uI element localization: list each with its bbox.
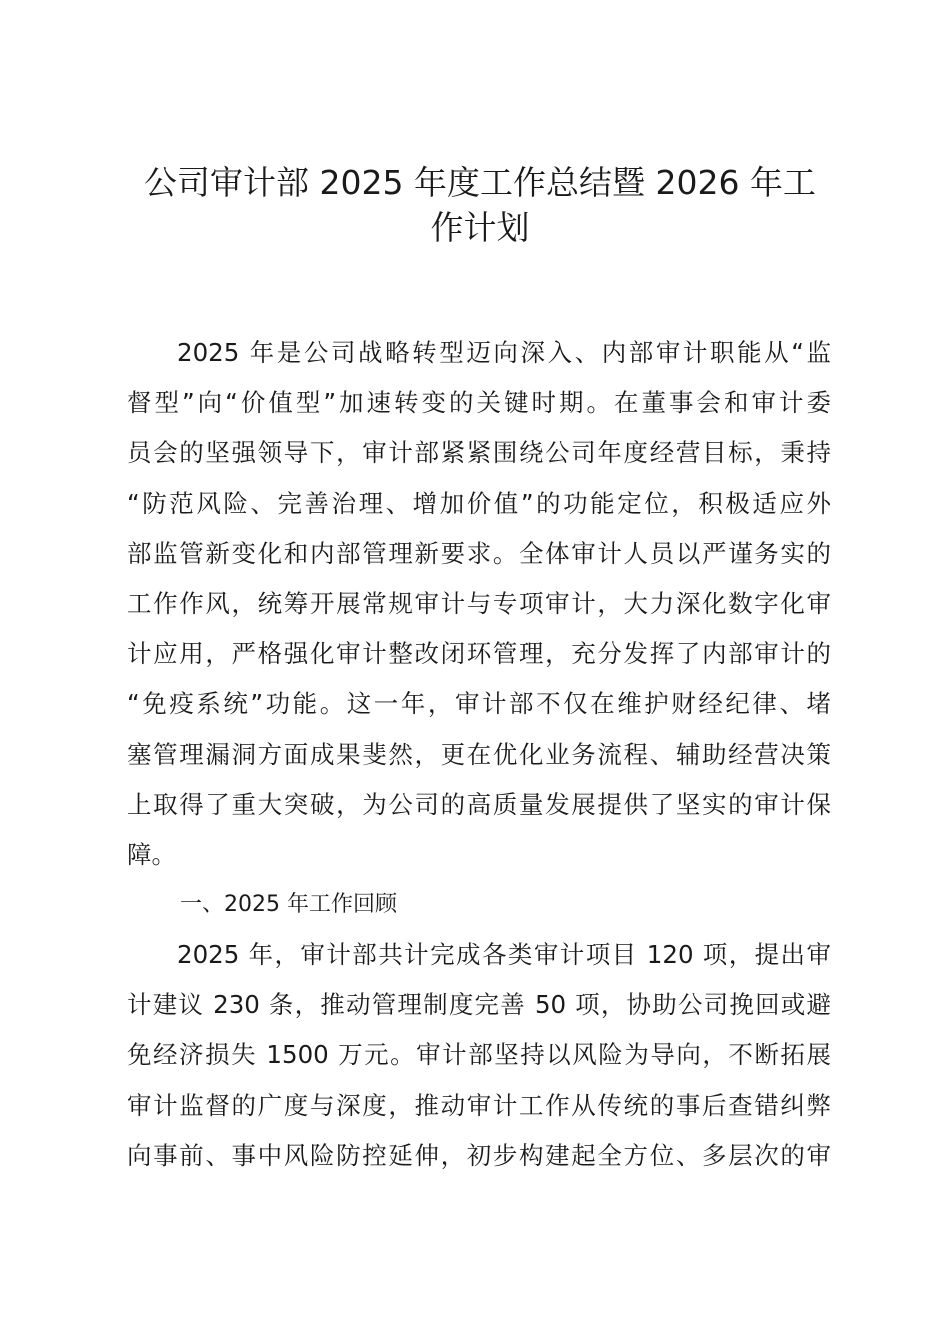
paragraph-line: 2025 年，审计部共计完成各类审计项目 120 项，提出审 <box>177 940 831 970</box>
paragraph-line: “免疫系统”功能。这一年，审计部不仅在维护财经纪律、堵 <box>127 689 831 719</box>
paragraph <box>127 328 831 880</box>
paragraph-line: 员会的坚强领导下，审计部紧紧围绕公司年度经营目标，秉持 <box>127 438 831 468</box>
title-line: 公司审计部 2025 年度工作总结暨 2026 年工 <box>144 163 816 202</box>
paragraph-line: 部监管新变化和内部管理新要求。全体审计人员以严谨务实的 <box>127 538 831 568</box>
paragraph <box>127 930 831 1181</box>
paragraph-line: 障。 <box>127 839 176 869</box>
paragraph-line: “防范风险、完善治理、增加价值”的功能定位，积极适应外 <box>127 488 831 518</box>
section-heading: 一、2025 年工作回顾 <box>180 892 397 918</box>
paragraph-line: 计建议 230 条，推动管理制度完善 50 项，协助公司挽回或避 <box>127 990 831 1020</box>
paragraph-line: 2025 年是公司战略转型迈向深入、内部审计职能从“监 <box>177 338 831 367</box>
paragraph-line: 免经济损失 1500 万元。审计部坚持以风险为导向，不断拓展 <box>127 1040 831 1070</box>
paragraph-line: 工作作风，统筹开展常规审计与专项审计，大力深化数字化审 <box>127 588 831 618</box>
paragraph-line: 督型”向“价值型”加速转变的关键时期。在董事会和审计委 <box>127 388 831 418</box>
paragraph-line: 塞管理漏洞方面成果斐然，更在优化业务流程、辅助经营决策 <box>127 739 831 769</box>
paragraph-line: 审计监督的广度与深度，推动审计工作从传统的事后查错纠弊 <box>127 1090 831 1120</box>
title-line: 作计划 <box>430 208 530 247</box>
paragraph-line: 上取得了重大突破，为公司的高质量发展提供了坚实的审计保 <box>127 789 831 819</box>
document-body <box>127 328 831 1181</box>
paragraph-line: 计应用，严格强化审计整改闭环管理，充分发挥了内部审计的 <box>127 639 831 669</box>
document-title <box>100 160 860 250</box>
paragraph-line: 向事前、事中风险防控延伸，初步构建起全方位、多层次的审 <box>127 1140 831 1170</box>
